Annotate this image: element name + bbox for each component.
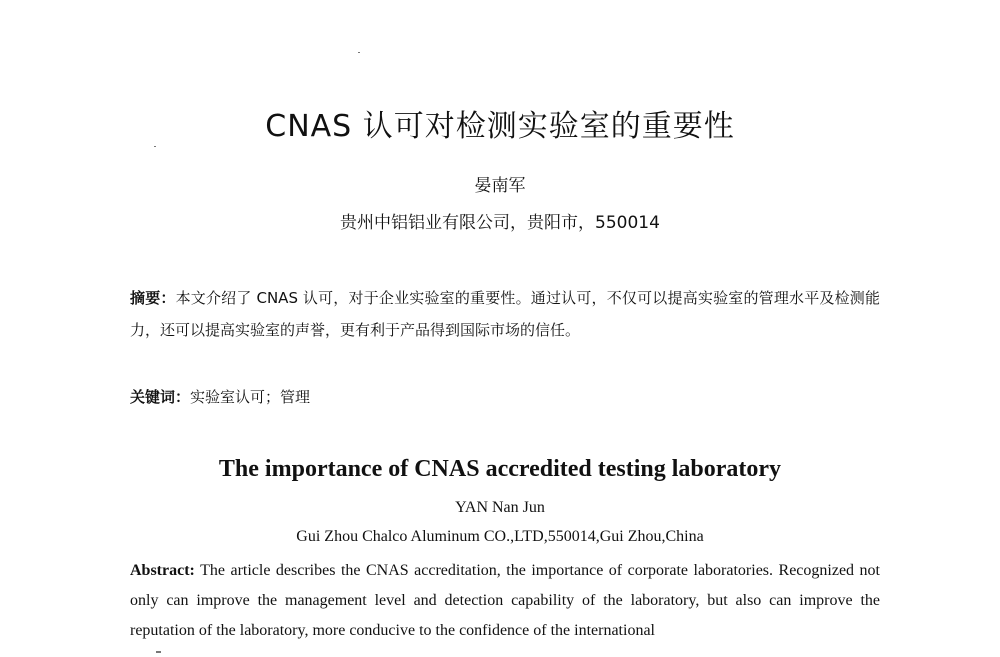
scan-speck (154, 146, 156, 147)
chinese-title: CNAS 认可对检测实验室的重要性 (265, 109, 735, 144)
english-abstract (130, 556, 880, 646)
chinese-abstract (130, 282, 880, 346)
chinese-keywords-text: 实验室认可；管理 (190, 388, 311, 406)
chinese-keywords-label: 关键词： (130, 388, 191, 406)
english-title: The importance of CNAS accredited testing laboratory (218, 456, 782, 482)
chinese-abstract-label: 摘要： (130, 289, 176, 307)
english-author: YAN Nan Jun (455, 499, 545, 516)
chinese-keywords (130, 384, 880, 410)
chinese-affiliation: 贵州中铝铝业有限公司，贵阳市，550014 (340, 213, 660, 233)
chinese-author: 晏南军 (474, 176, 526, 196)
chinese-abstract-text: 本文介绍了 CNAS 认可，对于企业实验室的重要性。通过认可，不仅可以提高实验室的管理水平及检测能力，还可以提高实验室的声誉，更有利于产品得到国际市场的信任。 (130, 289, 880, 339)
english-abstract-text: The article describes the CNAS accreditation, the importance of corporate laboratories. Recognized not only can improve the management level and detection capability of the laboratory, but also can improve the reputation of the laboratory, more conducive to the confidence of the international (130, 562, 880, 639)
english-abstract-label: Abstract: (130, 562, 195, 579)
scan-speck (156, 651, 161, 653)
english-affiliation: Gui Zhou Chalco Aluminum CO.,LTD,550014,Gui Zhou,China (296, 528, 704, 545)
scan-speck (358, 52, 360, 53)
